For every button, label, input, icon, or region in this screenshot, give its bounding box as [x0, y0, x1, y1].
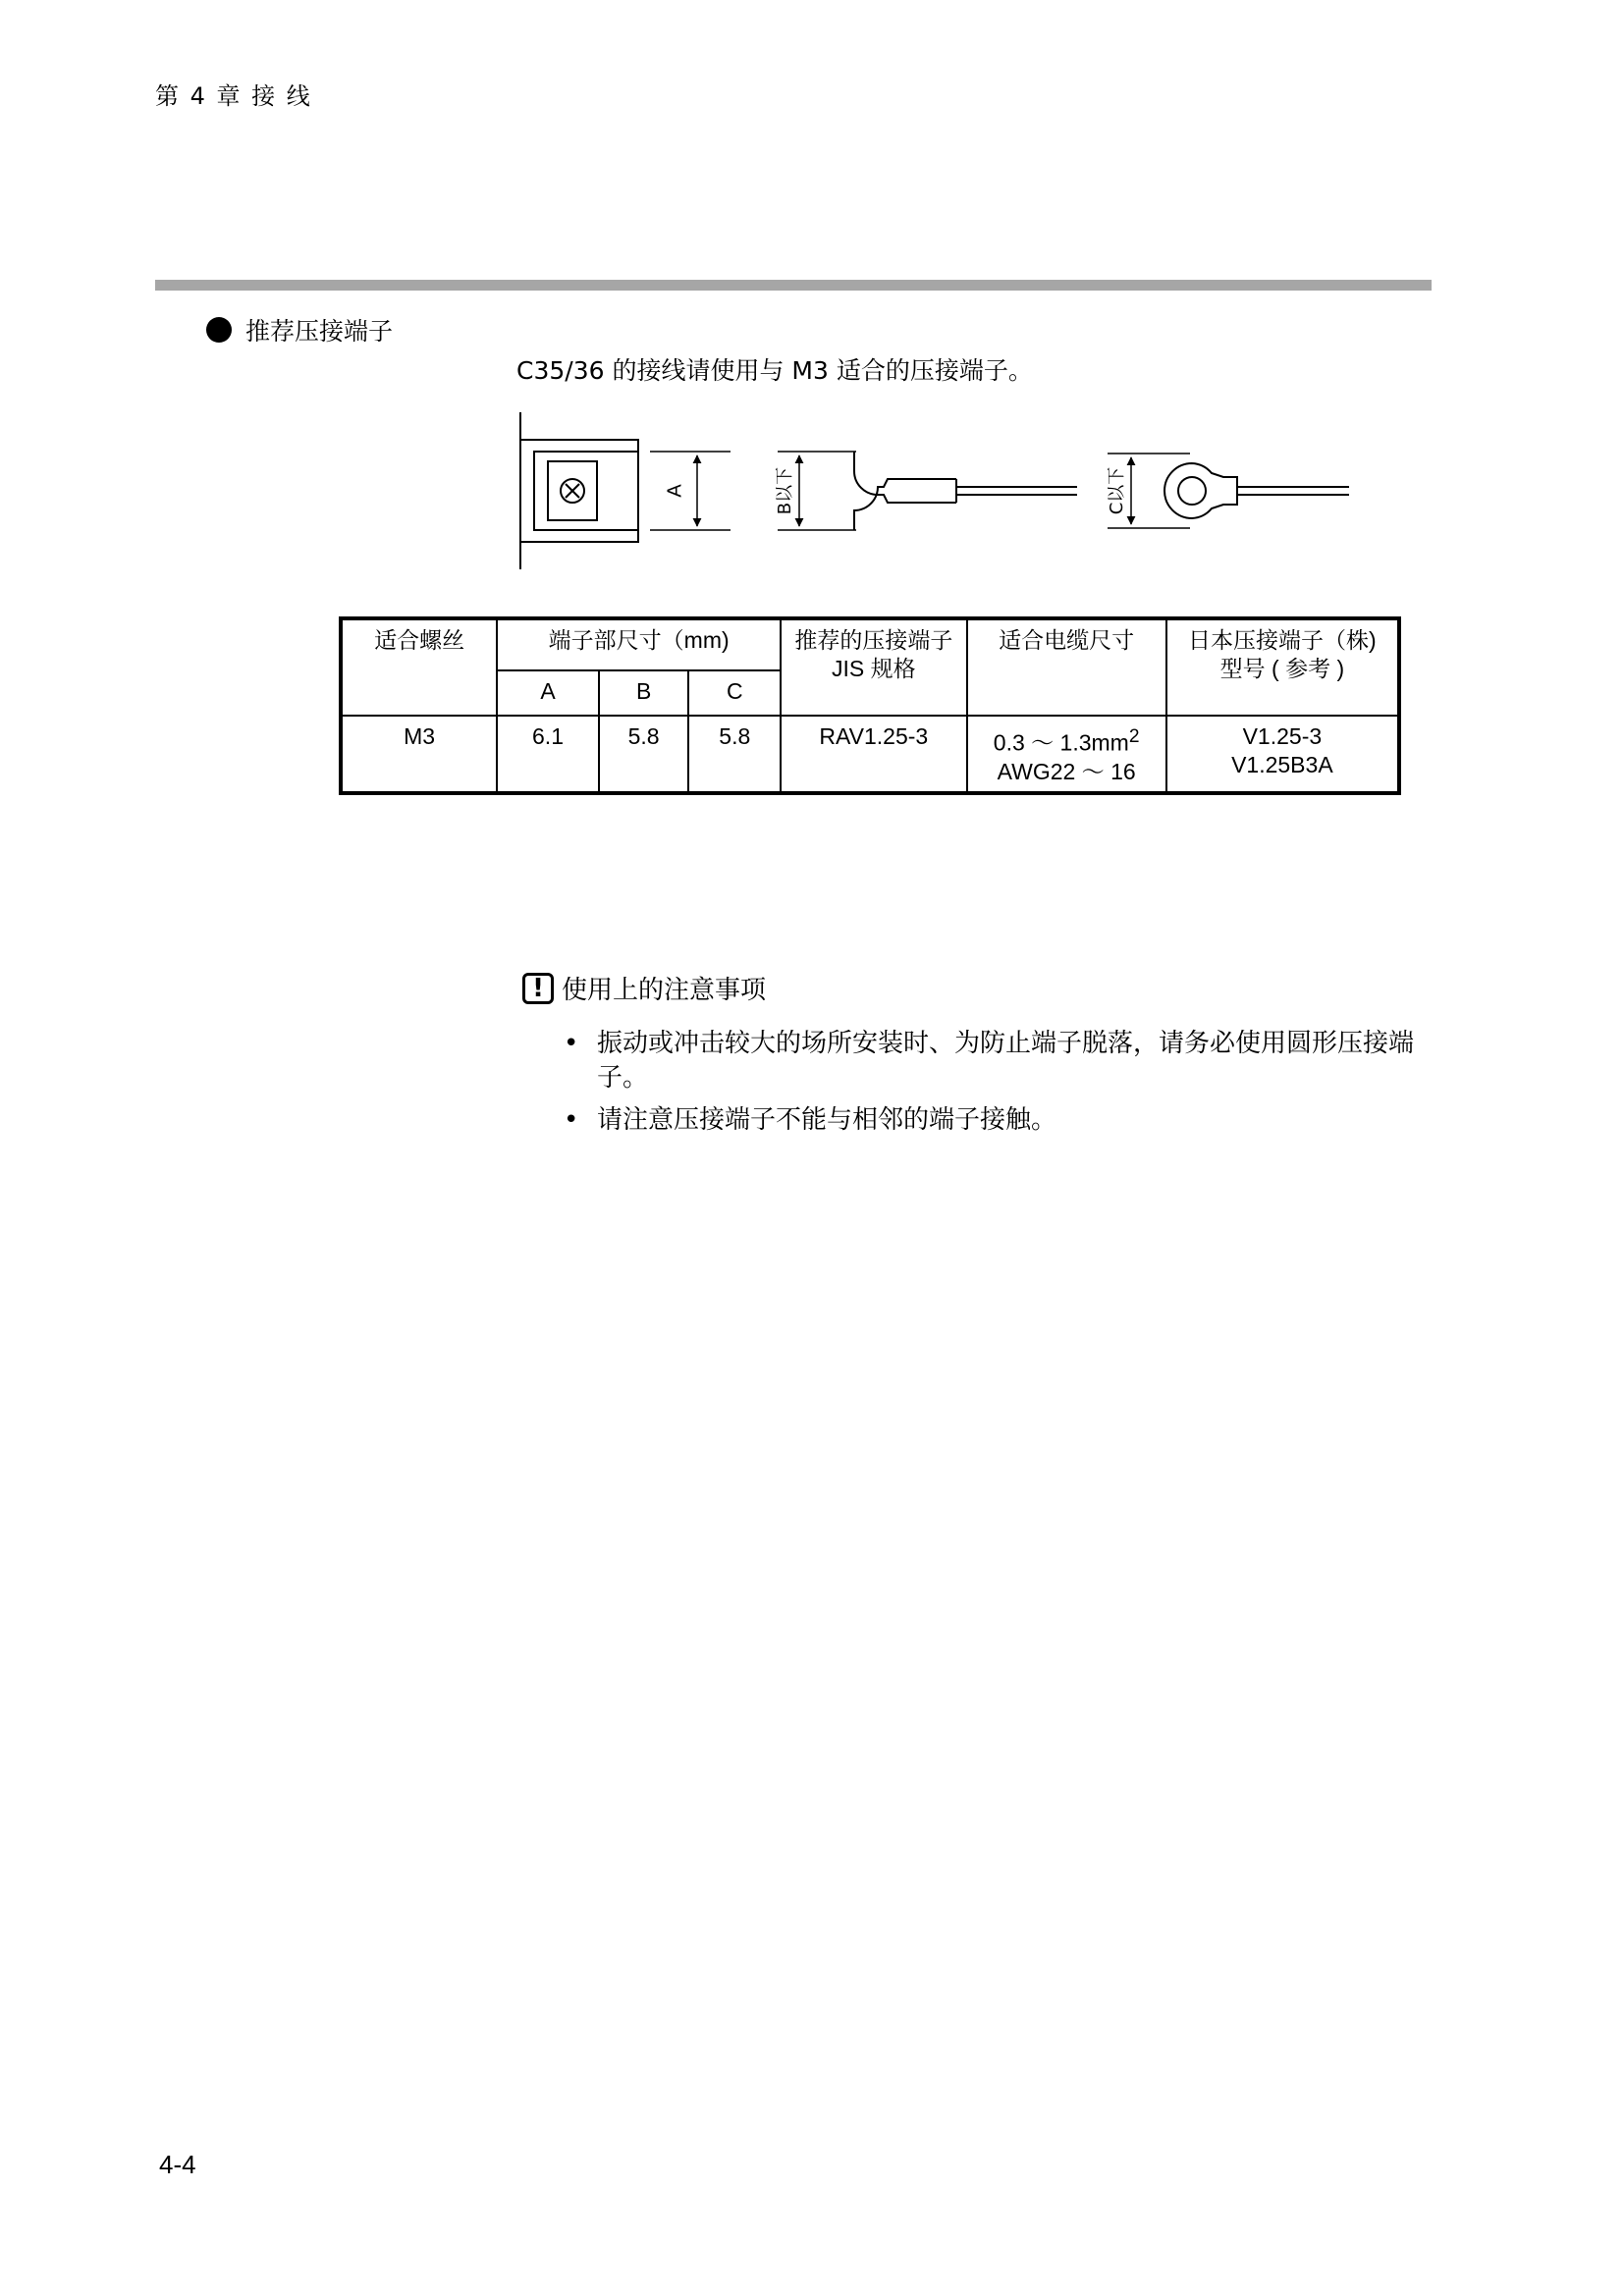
header-jis-line2: JIS 规格 — [832, 656, 916, 681]
bullet-icon: • — [564, 1029, 579, 1058]
cell-cable-line1: 0.3 ～ $1.3mm^2$ — [993, 726, 1140, 756]
header-jst-line1: 日本压接端子（株) — [1188, 627, 1377, 653]
cell-jst — [1166, 716, 1399, 793]
header-jis-line1: 推荐的压接端子 — [794, 627, 953, 653]
crimp-terminal-table — [339, 616, 1401, 795]
page-number: 4-4 — [159, 2150, 196, 2179]
cell-screw: M3 — [341, 716, 497, 793]
cell-jst-line2: V1.25B3A — [1231, 752, 1333, 777]
cell-cable-line2: AWG22 ～ 16 — [997, 758, 1136, 784]
dim-b-label: B以下 — [775, 466, 795, 515]
header-jst-line2: 型号 ( 参考 ) — [1219, 656, 1345, 681]
notes-list — [562, 1027, 1435, 1146]
table-row — [341, 716, 1399, 793]
dim-a-label: A — [664, 484, 686, 498]
cell-jst-line1: V1.25-3 — [1242, 723, 1323, 749]
header-a: A — [497, 670, 599, 716]
ring-terminal-drawing — [1164, 463, 1349, 518]
notes-title: 使用上的注意事项 — [562, 976, 767, 1005]
fork-terminal-drawing — [854, 452, 1077, 530]
header-dims: 端子部尺寸（mm) — [497, 618, 781, 670]
header-screw: 适合螺丝 — [341, 618, 497, 716]
table-header-row — [341, 618, 1399, 670]
section-heading — [206, 312, 393, 347]
header-jis — [781, 618, 966, 716]
bullet-dot-icon — [206, 317, 232, 343]
crimp-terminal-figure — [513, 410, 1357, 577]
bullet-icon: • — [564, 1105, 579, 1135]
header-c: C — [688, 670, 781, 716]
dim-c-label: C以下 — [1107, 466, 1127, 515]
notes-heading — [522, 970, 766, 1006]
header-jst — [1166, 618, 1399, 716]
terminal-block-drawing — [520, 412, 638, 569]
list-item — [562, 1027, 1435, 1095]
cell-c: 5.8 — [688, 716, 781, 793]
header-b: B — [599, 670, 689, 716]
header-cable: 适合电缆尺寸 — [967, 618, 1166, 716]
section-title: 推荐压接端子 — [245, 317, 394, 346]
intro-text: C35/36 的接线请使用与 M3 适合的压接端子。 — [516, 356, 1033, 385]
exclamation-box-icon: ! — [522, 973, 554, 1004]
section-divider — [155, 280, 1432, 291]
note-text: 振动或冲击较大的场所安装时、为防止端子脱落，请务必使用圆形压接端子。 — [597, 1029, 1415, 1093]
note-text: 请注意压接端子不能与相邻的端子接触。 — [597, 1105, 1057, 1135]
cell-b: 5.8 — [599, 716, 689, 793]
list-item — [562, 1103, 1435, 1138]
cell-a: 6.1 — [497, 716, 599, 793]
dimension-a — [650, 452, 731, 530]
chapter-header: 第 4 章 接 线 — [155, 82, 312, 110]
cell-jis: RAV1.25-3 — [781, 716, 966, 793]
cell-cable — [967, 716, 1166, 793]
